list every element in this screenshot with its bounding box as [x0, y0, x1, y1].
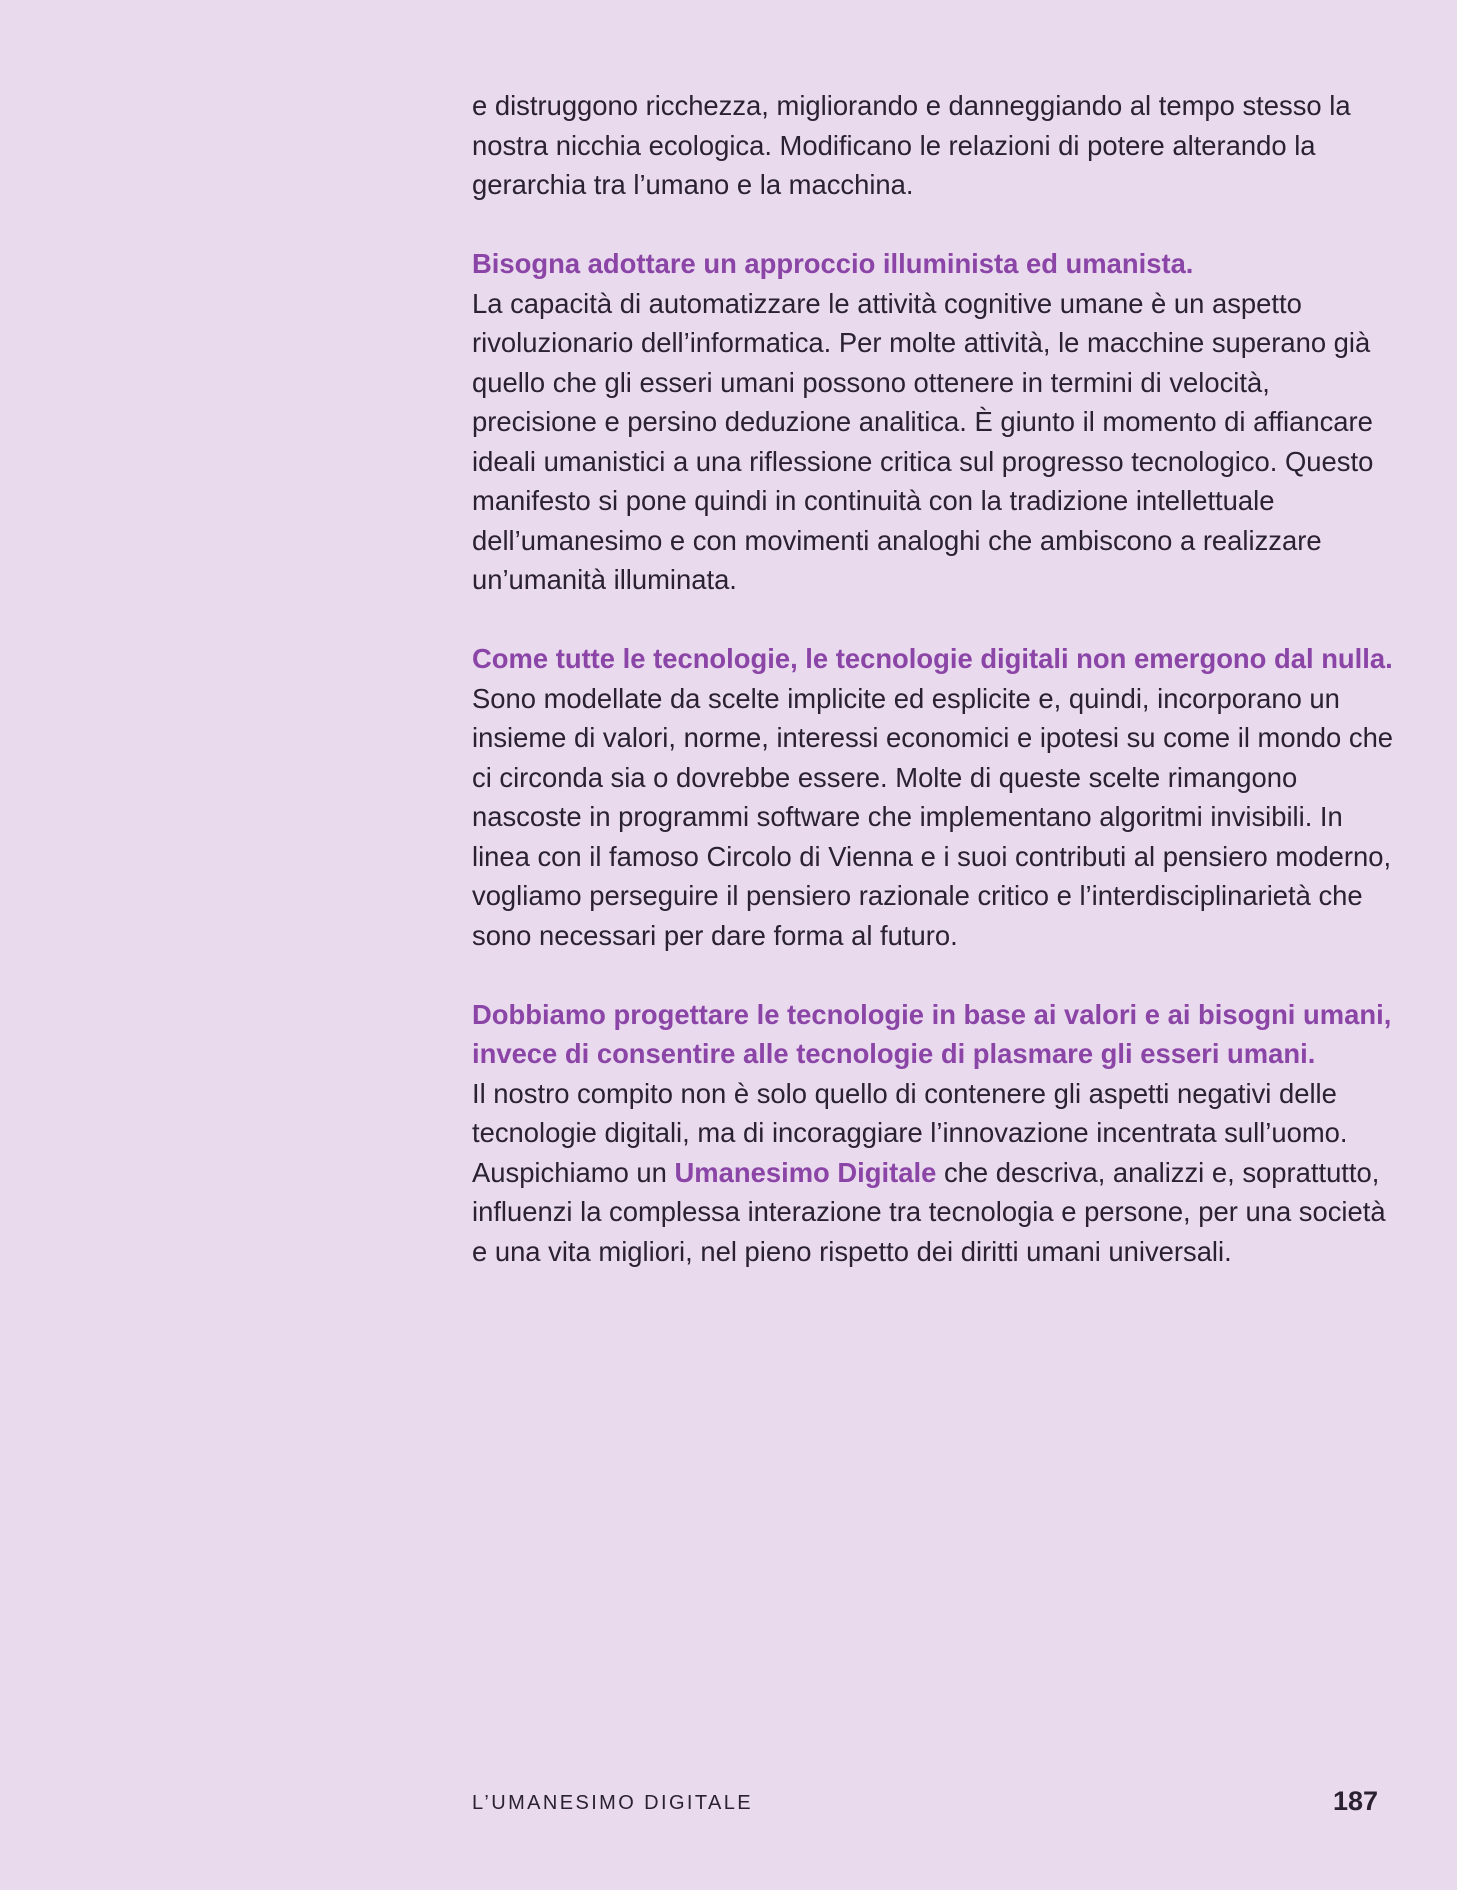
paragraph-2-text: La capacità di automatizzare le attività cognitive umane è un aspetto rivoluzionario dell’informatica. Per molte attività, le macchine superano già quello che gli esseri umani possono ottenere in termini di velocità, precisione e persino deduzione analitica. È giunto il momento di affiancare ideali umanistici a una riflessione critica sul progresso tecnologico. Questo manifesto si pone quindi in continuità con la tradizione intellettuale dell’umanesimo e con movimenti analoghi che ambiscono a realizzare un’umanità illuminata.	[472, 287, 1374, 595]
paragraph-3-heading: Come tutte le tecnologie, le tecnologie digitali non emergono dal nulla.	[472, 643, 1393, 674]
page-footer	[472, 1786, 1378, 1822]
digital-humanism-highlight: Umanesimo Digitale	[674, 1156, 937, 1188]
paragraph-2	[472, 244, 1402, 600]
paragraph-4-heading: Dobbiamo progettare le tecnologie in base ai valori e ai bisogni umani, invece di consentire alle tecnologie di plasmare gli esseri umani.	[472, 998, 1392, 1069]
paragraph-4-text-after: che descriva, analizzi e, soprattutto, influenzi la complessa interazione tra tecnologia e persone, per una società e una vita migliori, nel pieno rispetto dei diritti umani universali.	[472, 1156, 1386, 1267]
paragraph-3-text: Sono modellate da scelte implicite ed esplicite e, quindi, incorporano un insieme di valori, norme, interessi economici e ipotesi su come il mondo che ci circonda sia o dovrebbe essere. Molte di queste scelte rimangono nascoste in programmi software che implementano algoritmi invisibili. In linea con il famoso Circolo di Vienna e i suoi contributi al pensiero moderno, vogliamo perseguire il pensiero razionale critico e l’interdisciplinarietà che sono necessari per dare forma al futuro.	[472, 682, 1394, 951]
paragraph-4-text-before: Il nostro compito non è solo quello di contenere gli aspetti negativi delle tecnologie digitali, ma di incoraggiare l’innovazione incentrata sull’uomo. Auspichiamo un	[472, 1077, 1348, 1188]
page-number: 187	[1332, 1786, 1378, 1816]
running-footer-title: L’UMANESIMO DIGITALE	[472, 1792, 754, 1814]
paragraph-1-text: e distruggono ricchezza, migliorando e danneggiando al tempo stesso la nostra nicchia ecologica. Modificano le relazioni di potere alterando la gerarchia tra l’umano e la macchina.	[472, 90, 1351, 200]
paragraph-2-heading: Bisogna adottare un approccio illuminista ed umanista.	[472, 248, 1194, 279]
paragraph-3	[472, 639, 1402, 955]
paragraph-1	[472, 86, 1402, 205]
main-text-column	[472, 86, 1402, 1311]
paragraph-4	[472, 995, 1402, 1272]
